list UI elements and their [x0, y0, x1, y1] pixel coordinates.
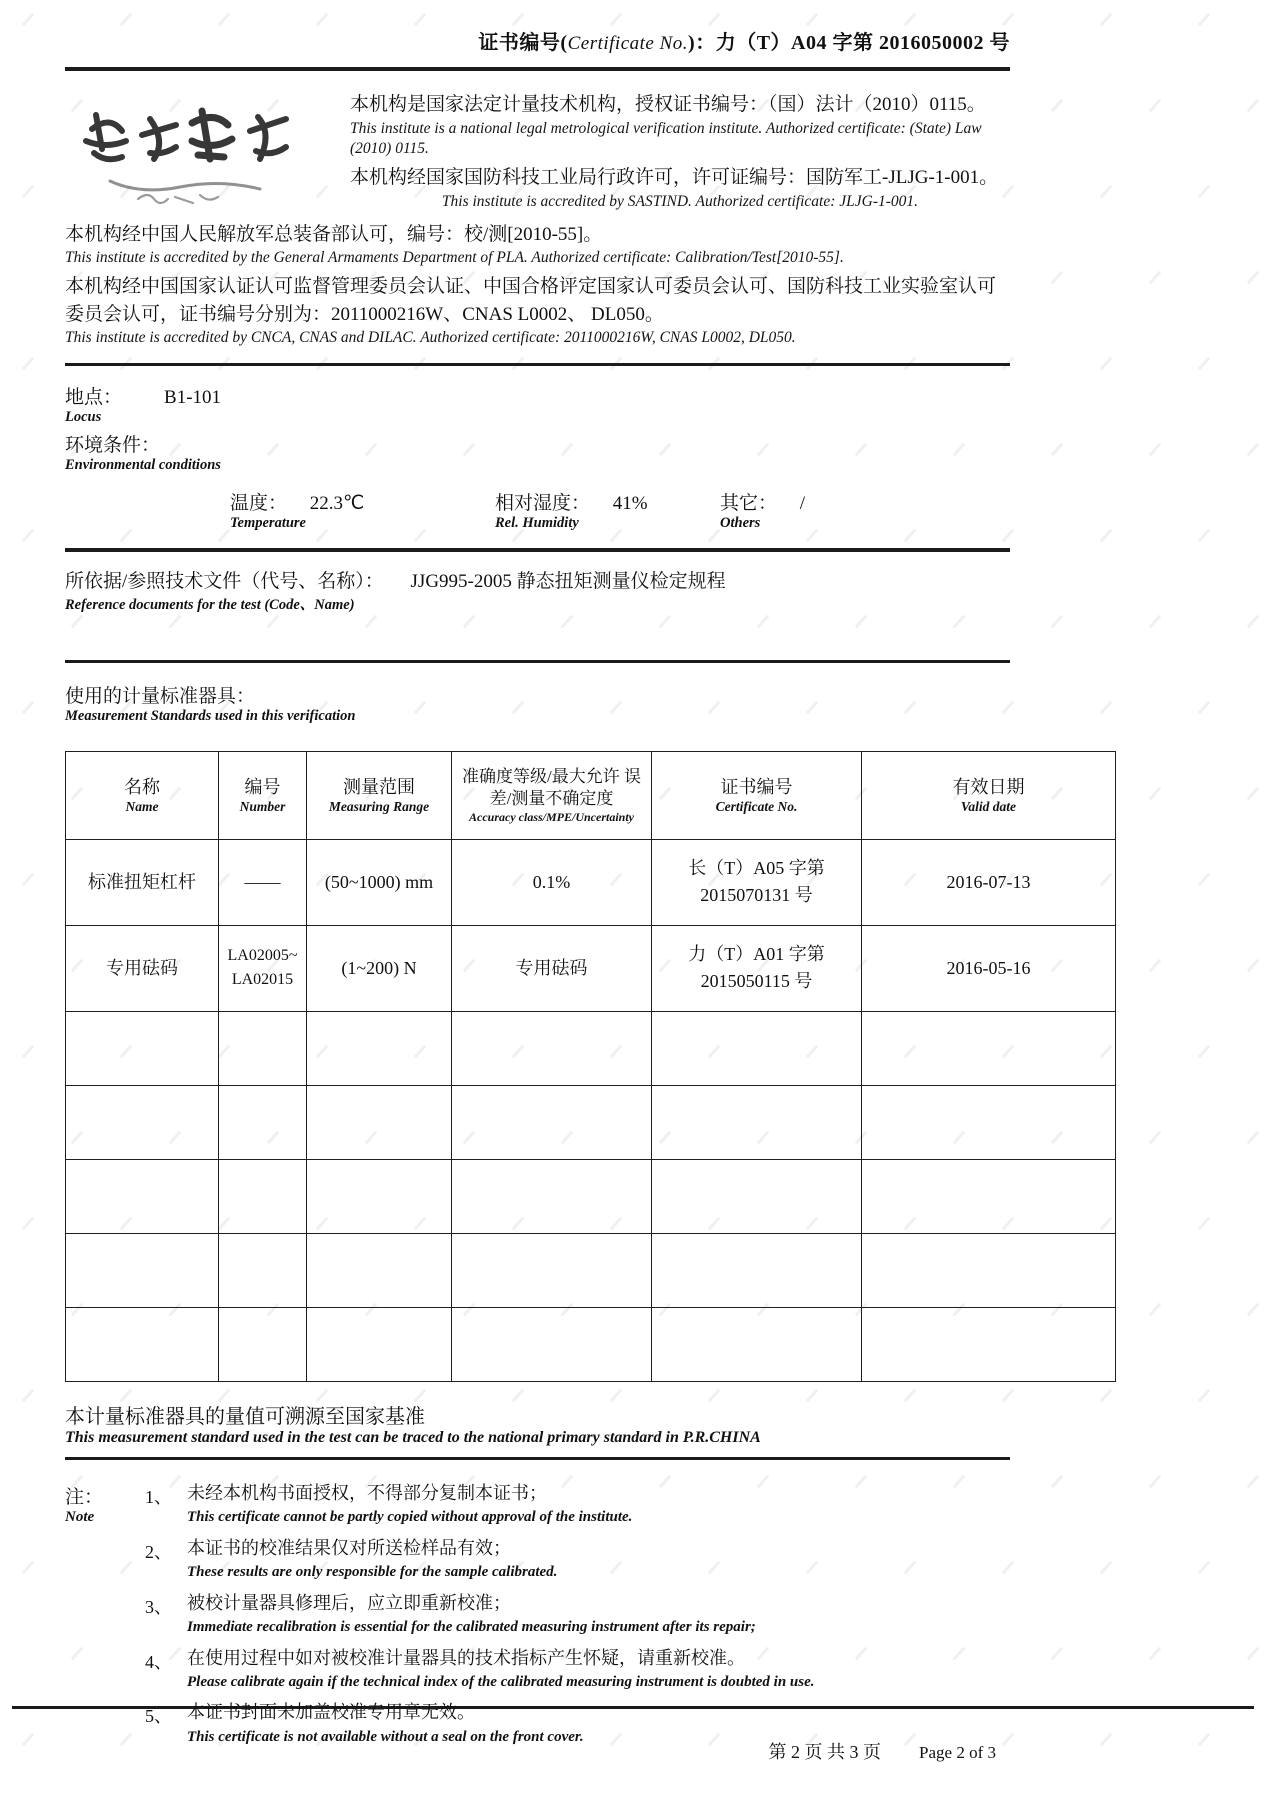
cell-range: (1~200) N	[307, 925, 452, 1011]
env-conditions-label-cn: 环境条件：	[65, 435, 161, 457]
header-measuring-range: 测量范围 Measuring Range	[307, 751, 452, 839]
table-row	[66, 925, 1116, 1011]
locus-value: B1-101	[164, 387, 222, 409]
standards-title-en: Measurement Standards used in this verification	[65, 707, 356, 724]
accreditation-3-en: This institute is accredited by the General Armaments Department of PLA. Authorized certificate: Calibration/Test[2010-55].	[65, 249, 844, 267]
list-item: 2、 本证书的校准结果仅对所送检样品有效； These results are only responsible for the sample calibrated.	[145, 1537, 558, 1581]
header-accuracy: 准确度等级/最大允许 误差/测量不确定度 Accuracy class/MPE/Uncertainty	[452, 751, 652, 839]
cell-accuracy: 0.1%	[452, 839, 652, 925]
certificate-no-value: 力（T）A04 字第 2016050002 号	[715, 32, 1010, 54]
certificate-number-line	[65, 26, 1010, 55]
cell-certificate: 长（T）A05 字第 2015070131 号	[652, 839, 862, 925]
cell-accuracy: 专用砝码	[452, 925, 652, 1011]
reference-value: JJG995-2005 静态扭矩测量仪检定规程	[410, 570, 726, 592]
calligraphy-seal-icon	[80, 101, 330, 221]
temperature-label-en: Temperature	[230, 515, 306, 532]
others-field	[720, 488, 805, 532]
page-number-cn: 第 2 页 共 3 页	[768, 1742, 882, 1762]
cell-name: 标准扭矩杠杆	[66, 839, 219, 925]
standards-table	[65, 751, 1116, 1382]
accreditation-1-en: This institute is a national legal metrological verification institute. Authorized certificate: (State) Law (2010) 0115.	[350, 119, 982, 158]
header-name: 名称 Name	[66, 751, 219, 839]
others-label-en: Others	[720, 515, 761, 532]
list-item: 3、 被校计量器具修理后，应立即重新校准； Immediate recalibration is essential for the calibrated measuring instrument after its repair;	[145, 1592, 756, 1636]
notes-section	[65, 1482, 1055, 1756]
locus-label-cn: 地点：	[65, 387, 123, 409]
accreditation-2-en: This institute is accredited by SASTIND. Authorized certificate: JLJG-1-001.	[441, 192, 919, 210]
standards-title-cn: 使用的计量标准器具：	[65, 685, 256, 707]
calligraphy-seal	[65, 91, 350, 213]
reference-label-en: Reference documents for the test (Code、Name)	[65, 596, 355, 613]
accreditation-1-cn: 本机构是国家法定计量技术机构，授权证书编号：（国）法计（2010）0115。	[350, 94, 986, 115]
header-number: 编号 Number	[219, 751, 307, 839]
notes-label	[65, 1482, 145, 1756]
accreditation-2-cn: 本机构经国家国防科技工业局行政许可，许可证编号：国防军工-JLJG-1-001。	[350, 167, 999, 189]
table-row-empty	[66, 1011, 1116, 1085]
header-valid-date: 有效日期 Valid date	[862, 751, 1116, 839]
cell-name: 专用砝码	[66, 925, 219, 1011]
table-row-empty	[66, 1085, 1116, 1159]
certificate-no-label-suffix: )：	[688, 32, 716, 54]
notes-label-cn: 注：	[65, 1486, 104, 1508]
section-divider-3	[65, 660, 1010, 663]
reference-documents-section	[65, 566, 1264, 614]
others-value: /	[799, 493, 806, 515]
list-item: 5、 本证书封面未加盖校准专用章无效。 This certificate is not available without a seal on the front cover.	[145, 1702, 584, 1745]
traceability-statement	[65, 1400, 1264, 1447]
humidity-value: 41%	[612, 493, 648, 515]
reference-label-cn: 所依据/参照技术文件（代号、名称）：	[65, 570, 384, 592]
header-certificate-no: 证书编号 Certificate No.	[652, 751, 862, 839]
others-label-cn: 其它：	[720, 493, 778, 515]
certificate-no-label-en: Certificate No.	[567, 33, 689, 54]
list-item: 4、 在使用过程中如对被校准计量器具的技术指标产生怀疑，请重新校准。 Please calibrate again if the technical index of the calibrated measuring instrument is doubted in use.	[145, 1647, 815, 1690]
temperature-field	[230, 488, 495, 532]
accreditation-4-cn: 本机构经中国国家认证认可监督管理委员会认证、中国合格评定国家认可委员会认可、国防科技工业实验室认可委员会认可，证书编号分别为：2011000216W、CNAS L0002、 DL050。	[65, 276, 997, 325]
standards-title	[65, 681, 1264, 725]
section-divider-1	[65, 363, 1010, 366]
humidity-field	[495, 488, 720, 532]
cell-number: LA02005~ LA02015	[219, 925, 307, 1011]
cell-valid-date: 2016-05-16	[862, 925, 1116, 1011]
accreditation-3-cn: 本机构经中国人民解放军总装备部认可，编号：校/测[2010-55]。	[65, 223, 603, 245]
cell-certificate: 力（T）A01 字第 2015050115 号	[652, 925, 862, 1011]
header-divider	[65, 67, 1010, 71]
notes-list	[145, 1482, 815, 1756]
table-header-row	[66, 751, 1116, 839]
traceability-cn: 本计量标准器具的量值可溯源至国家基准	[65, 1405, 425, 1428]
cell-range: (50~1000) mm	[307, 839, 452, 925]
environment-values-row	[65, 488, 965, 532]
table-row-empty	[66, 1307, 1116, 1381]
accreditation-4-en: This institute is accredited by CNCA, CNAS and DILAC. Authorized certificate: 2011000216W, CNAS L0002, DL050.	[65, 329, 796, 347]
section-divider-2	[65, 548, 1010, 552]
env-conditions-label-en: Environmental conditions	[65, 457, 221, 474]
locus-label-en: Locus	[65, 409, 102, 426]
table-row	[66, 839, 1116, 925]
certificate-no-label-prefix: 证书编号(	[478, 32, 568, 54]
cell-number: ——	[219, 839, 307, 925]
notes-label-en: Note	[65, 1508, 95, 1525]
temperature-label-cn: 温度：	[230, 493, 288, 515]
locus-section	[65, 382, 1264, 532]
cell-valid-date: 2016-07-13	[862, 839, 1116, 925]
list-item: 1、 未经本机构书面授权，不得部分复制本证书； This certificate cannot be partly copied without approval of the institute.	[145, 1482, 633, 1526]
traceability-en: This measurement standard used in the test can be traced to the national primary standard in P.R.CHINA	[65, 1428, 761, 1446]
intro-section	[65, 91, 1010, 213]
table-row-empty	[66, 1159, 1116, 1233]
page-number-en: Page 2 of 3	[919, 1743, 996, 1762]
section-divider-4	[65, 1457, 1010, 1460]
humidity-label-cn: 相对湿度：	[495, 493, 591, 515]
table-row-empty	[66, 1233, 1116, 1307]
humidity-label-en: Rel. Humidity	[495, 515, 579, 532]
accreditation-paragraphs	[350, 91, 1010, 213]
temperature-value: 22.3℃	[309, 493, 365, 515]
